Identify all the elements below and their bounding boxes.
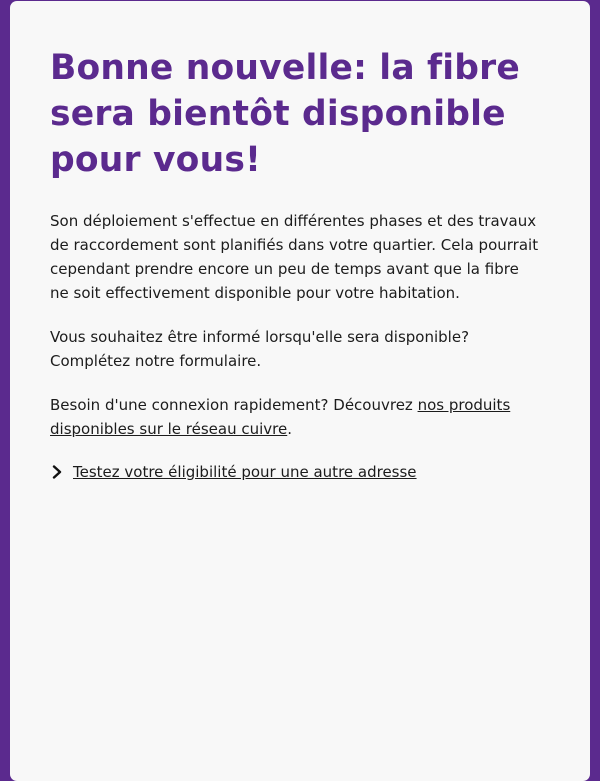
eligibility-row[interactable] (50, 460, 550, 484)
copper-products-link[interactable]: nos produits disponibles sur le réseau cuivre (50, 396, 511, 438)
chevron-right-icon (50, 465, 64, 479)
connection-text: Besoin d'une connexion rapidement? Découvrez (50, 396, 418, 414)
deployment-paragraph: Son déploiement s'effectue en différentes phases et des travaux de raccordement sont planifiés dans votre quartier. Cela pourrait cependant prendre encore un peu de temps avant que la fibre ne soit effectivement disponible pour votre habitation. (50, 212, 539, 302)
page-title: Bonne nouvelle: la fibre sera bientôt disponible pour vous! (50, 48, 520, 180)
connection-paragraph (50, 393, 542, 441)
connection-period: . (287, 420, 293, 438)
fiber-availability-card (10, 1, 590, 781)
eligibility-link[interactable]: Testez votre éligibilité pour une autre adresse (73, 463, 417, 481)
notify-paragraph: Vous souhaitez être informé lorsqu'elle sera disponible? Complétez notre formulaire. (50, 328, 470, 370)
